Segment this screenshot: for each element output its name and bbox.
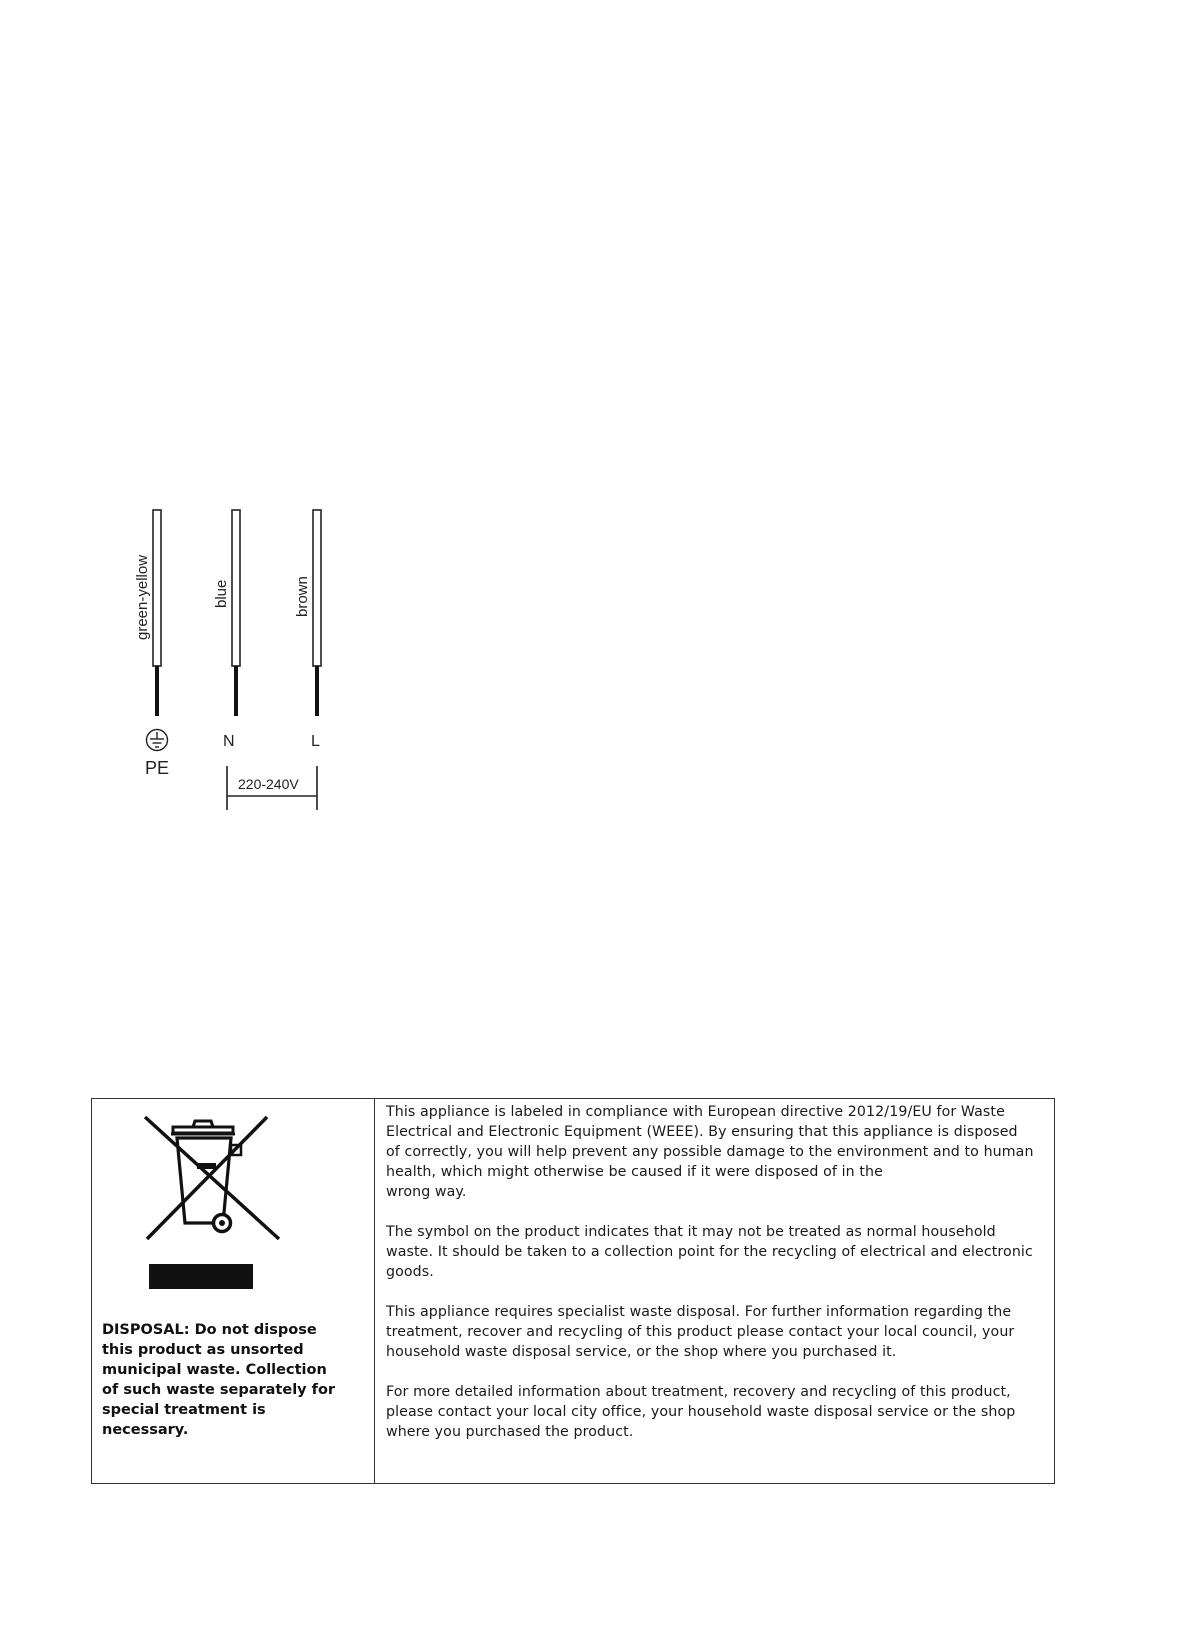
weee-paragraph-symbol <box>386 1222 1044 1282</box>
wire-neutral <box>213 510 240 716</box>
wire-live <box>294 510 321 716</box>
text-line: health, which might otherwise be caused if it were disposed of in the <box>386 1164 883 1180</box>
terminal-l: L <box>311 733 320 750</box>
weee-info-cell <box>375 1099 1054 1483</box>
text-line: household waste disposal service, or the shop where you purchased it. <box>386 1344 897 1360</box>
text-line: The symbol on the product indicates that it may not be treated as normal household <box>386 1224 996 1240</box>
terminal-pe: PE <box>145 758 170 778</box>
text-line: This appliance requires specialist waste disposal. For further information regarding the <box>386 1304 1012 1320</box>
text-line: please contact your local city office, your household waste disposal service or the shop <box>386 1404 1016 1420</box>
weee-symbol-cell <box>92 1099 375 1483</box>
crossed-out-wheelie-bin-icon <box>135 1111 295 1241</box>
earth-ground-icon <box>147 730 168 751</box>
wire-label-pe: green-yellow <box>134 554 151 640</box>
text-line: goods. <box>386 1264 434 1280</box>
text-line: This appliance is labeled in compliance with European directive 2012/19/EU for Waste <box>386 1104 1005 1120</box>
weee-paragraph-directive <box>386 1102 1044 1202</box>
voltage-label: 220-240V <box>238 776 299 792</box>
text-line: wrong way. <box>386 1184 467 1200</box>
text-line: Electrical and Electronic Equipment (WEEE). By ensuring that this appliance is disposed <box>386 1124 1018 1140</box>
wire-label-live: brown <box>294 576 311 617</box>
text-line: where you purchased the product. <box>386 1424 634 1440</box>
text-line: treatment, recover and recycling of this product please contact your local council, your <box>386 1324 1015 1340</box>
terminal-n: N <box>223 733 235 750</box>
text-line: For more detailed information about treatment, recovery and recycling of this product, <box>386 1384 1011 1400</box>
wire-label-neutral: blue <box>213 579 230 608</box>
text-line: waste. It should be taken to a collection point for the recycling of electrical and electronic <box>386 1244 1033 1260</box>
weee-disposal-table <box>91 1098 1055 1484</box>
separate-collection-bar <box>149 1264 253 1289</box>
weee-paragraph-specialist <box>386 1302 1044 1362</box>
text-line: of correctly, you will help prevent any possible damage to the environment and to human <box>386 1144 1034 1160</box>
weee-paragraph-contact <box>386 1382 1044 1442</box>
wire-pe <box>134 510 161 716</box>
disposal-note: DISPOSAL: Do not dispose this product as unsorted municipal waste. Collection of such waste separately for special treatment is necessary. <box>102 1322 336 1438</box>
